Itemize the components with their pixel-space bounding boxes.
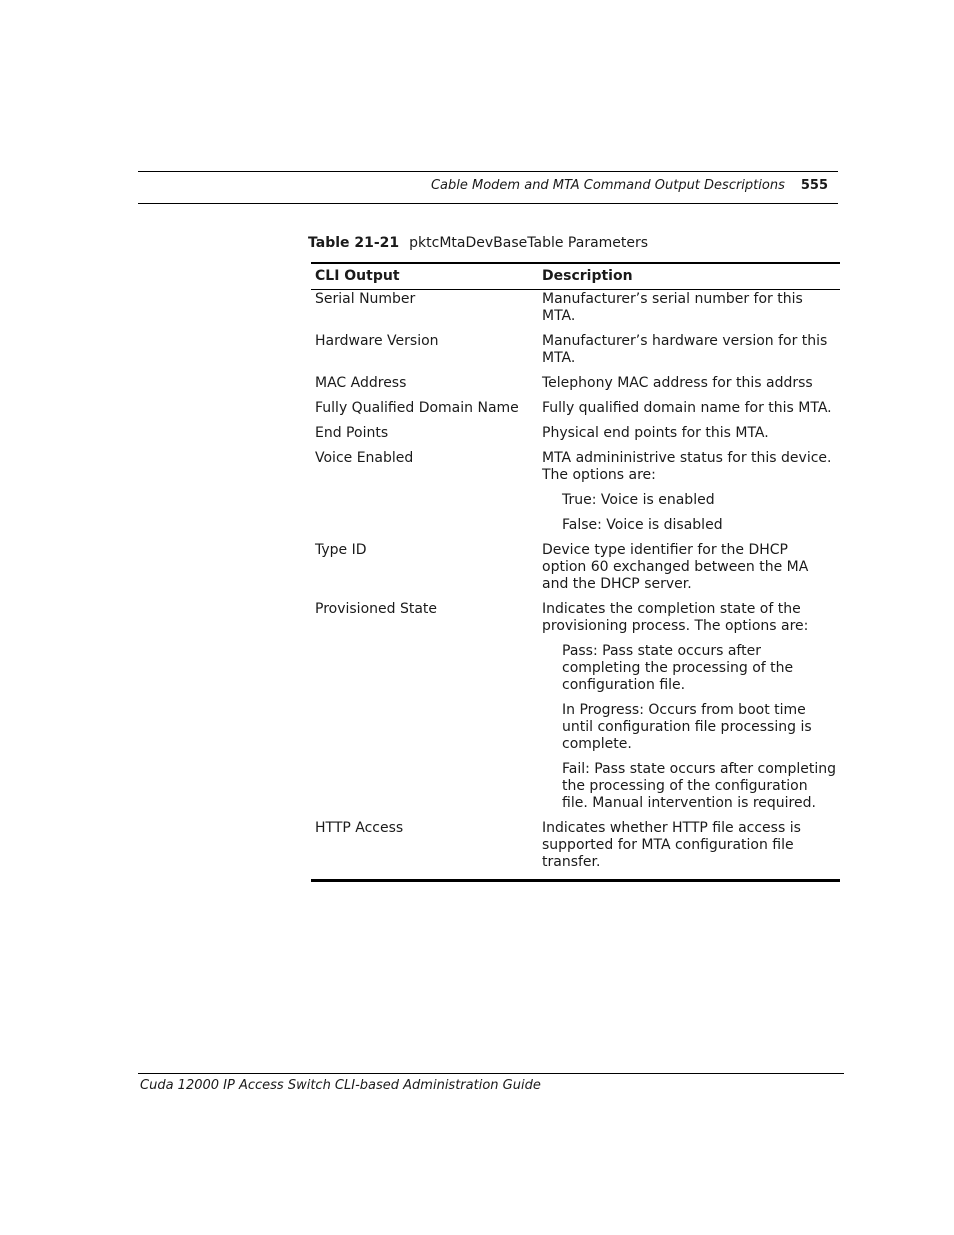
option-item: Pass: Pass state occurs after completing the processing of the configuration file.: [562, 643, 794, 693]
description-cell: [538, 375, 840, 400]
description-cell: [538, 601, 840, 820]
table-row: [311, 450, 840, 542]
running-head: [138, 178, 828, 194]
table-row: [311, 400, 840, 425]
footer-text: Cuda 12000 IP Access Switch CLI-based Administration Guide: [140, 1078, 541, 1093]
table-title: pktcMtaDevBaseTable Parameters: [409, 235, 649, 251]
description-cell: [538, 450, 840, 542]
table-row: [311, 375, 840, 400]
description-cell: [538, 333, 840, 375]
cli-output-cell: Serial Number: [315, 291, 416, 307]
cli-output-cell: Voice Enabled: [315, 450, 414, 466]
description-text: Indicates the completion state of the provisioning process. The options are:: [542, 601, 809, 634]
description-cell: [538, 542, 840, 601]
page-number: 555: [800, 178, 828, 193]
option-item: Fail: Pass state occurs after completing the processing of the configuration file. Manual intervention is required.: [562, 761, 836, 811]
table-row: [311, 290, 840, 334]
table-row: [311, 425, 840, 450]
table-row: [311, 601, 840, 820]
description-text: Device type identifier for the DHCP option 60 exchanged between the MA and the DHCP server.: [542, 542, 809, 592]
description-text: MTA admininistrive status for this device. The options are:: [542, 450, 832, 483]
table-number: Table 21-21: [308, 235, 400, 251]
option-item: True: Voice is enabled: [562, 492, 715, 508]
table-header-row: [311, 263, 840, 290]
header-rule-bottom: [138, 203, 838, 204]
cli-output-cell: MAC Address: [315, 375, 407, 391]
table-row: [311, 820, 840, 881]
table-caption: [308, 235, 648, 252]
running-head-title: Cable Modem and MTA Command Output Descriptions: [430, 178, 785, 193]
cli-output-cell: HTTP Access: [315, 820, 404, 836]
table-row: [311, 333, 840, 375]
parameters-table: [311, 262, 840, 882]
table-row: [311, 542, 840, 601]
description-text: Physical end points for this MTA.: [542, 425, 769, 441]
cli-output-cell: Fully Qualified Domain Name: [315, 400, 519, 416]
cli-output-cell: Type ID: [315, 542, 367, 558]
cli-output-cell: Provisioned State: [315, 601, 438, 617]
header-description: Description: [538, 263, 840, 290]
description-cell: [538, 290, 840, 334]
table-body: [311, 290, 840, 881]
description-text: Fully qualified domain name for this MTA.: [542, 400, 832, 416]
description-cell: [538, 820, 840, 881]
description-text: Manufacturer’s hardware version for this MTA.: [542, 333, 828, 366]
option-item: In Progress: Occurs from boot time until configuration file processing is complete.: [562, 702, 812, 752]
footer-rule: [138, 1073, 844, 1074]
description-cell: [538, 425, 840, 450]
option-item: False: Voice is disabled: [562, 517, 723, 533]
description-text: Telephony MAC address for this addrss: [542, 375, 813, 391]
description-cell: [538, 400, 840, 425]
header-rule-top: [138, 171, 838, 172]
description-text: Indicates whether HTTP file access is supported for MTA configuration file transfer.: [542, 820, 801, 870]
description-text: Manufacturer’s serial number for this MTA.: [542, 291, 803, 324]
header-cli-output: CLI Output: [311, 263, 538, 290]
cli-output-cell: Hardware Version: [315, 333, 439, 349]
cli-output-cell: End Points: [315, 425, 389, 441]
